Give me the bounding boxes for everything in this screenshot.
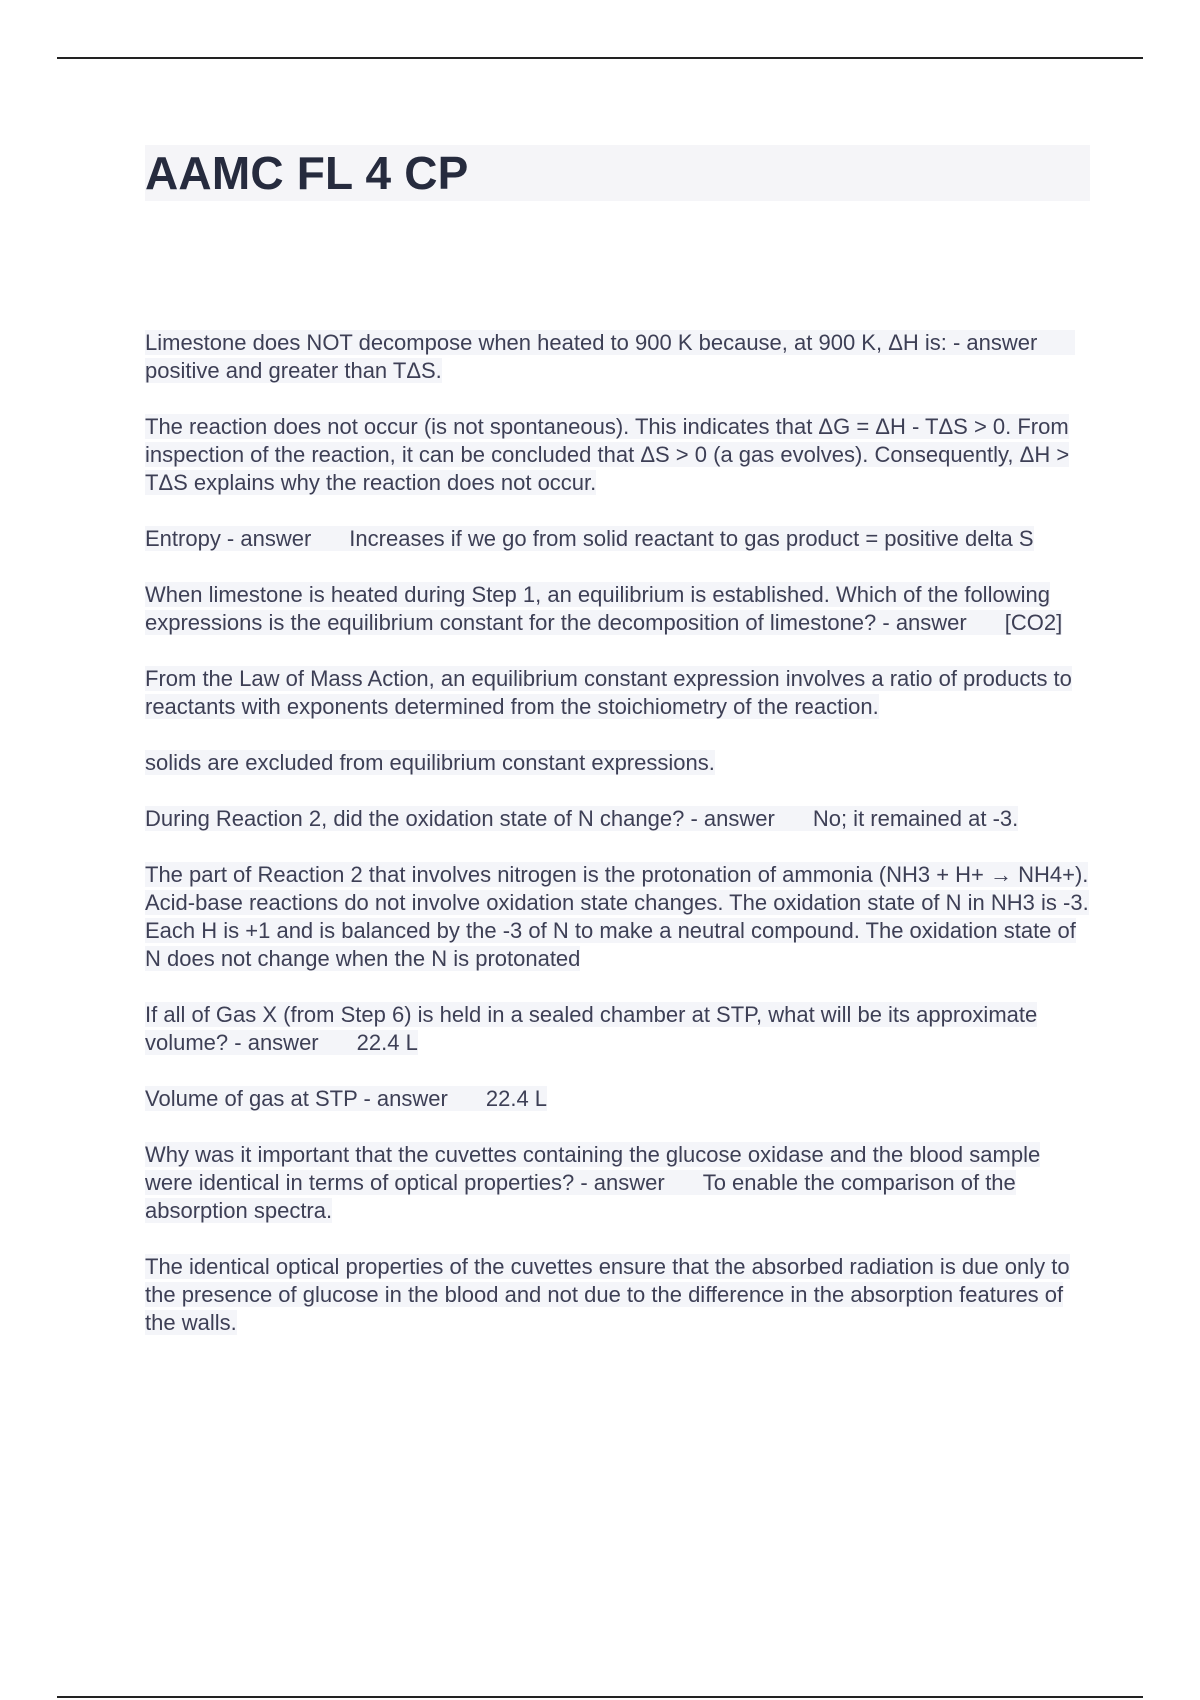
- qa-paragraph: [145, 1085, 1090, 1113]
- explanation-paragraph: [145, 413, 1090, 497]
- question-text: When limestone is heated during Step 1, an equilibrium is established. Which of the following expressions is the equilibrium constant for the decomposition of limestone? - answer: [145, 582, 1050, 635]
- answer-text: Increases if we go from solid reactant to gas product = positive delta S: [349, 526, 1034, 551]
- explanation-paragraph: [145, 749, 1090, 777]
- answer-text: 22.4 L: [356, 1030, 418, 1055]
- answer-text: No; it remained at -3.: [812, 806, 1019, 831]
- title-band: [145, 145, 1090, 201]
- qa-paragraph: [145, 581, 1090, 637]
- bottom-rule: [57, 1696, 1143, 1698]
- qa-paragraph: [145, 1141, 1090, 1225]
- answer-text: 22.4 L: [485, 1086, 548, 1111]
- answer-text: To enable the comparison of the absorption spectra.: [145, 1170, 1016, 1223]
- explanation-text: The identical optical properties of the cuvettes ensure that the absorbed radiation is due only to the presence of glucose in the blood and not due to the difference in the absorption features of the walls.: [145, 1254, 1070, 1335]
- explanation-text: From the Law of Mass Action, an equilibrium constant expression involves a ratio of products to reactants with exponents determined from the stoichiometry of the reaction.: [145, 666, 1072, 719]
- explanation-text: The part of Reaction 2 that involves nitrogen is the protonation of ammonia (NH3 + H+ → NH4+). Acid-base reactions do not involve oxidation state changes. The oxidation state of N in NH3 is -3. Each H is +1 and is balanced by the -3 of N to make a neutral compound. The oxidation state of N does not change when the N is protonated: [145, 862, 1089, 971]
- explanation-text: The reaction does not occur (is not spontaneous). This indicates that ΔG = ΔH - TΔS > 0. From inspection of the reaction, it can be concluded that ΔS > 0 (a gas evolves). Consequently, ΔH > TΔS explains why the reaction does not occur.: [145, 414, 1070, 495]
- document-body: [145, 145, 1090, 1365]
- explanation-paragraph: [145, 1253, 1090, 1337]
- page-title: AAMC FL 4 CP: [145, 147, 469, 199]
- answer-text: [CO2]: [1004, 610, 1063, 635]
- question-text: Limestone does NOT decompose when heated to 900 K because, at 900 K, ΔH is: - answer: [145, 330, 1038, 355]
- qa-paragraph: [145, 329, 1090, 385]
- question-text: Entropy - answer: [145, 526, 312, 551]
- question-text: Why was it important that the cuvettes containing the glucose oxidase and the blood sample were identical in terms of optical properties? - answer: [145, 1142, 1041, 1195]
- question-text: During Reaction 2, did the oxidation state of N change? - answer: [145, 806, 775, 831]
- question-text: Volume of gas at STP - answer: [145, 1086, 448, 1111]
- qa-paragraph: [145, 805, 1090, 833]
- explanation-text: solids are excluded from equilibrium constant expressions.: [145, 750, 715, 775]
- qa-paragraph: [145, 1001, 1090, 1057]
- qa-paragraph: [145, 525, 1090, 553]
- top-rule: [57, 57, 1143, 59]
- explanation-paragraph: [145, 861, 1090, 973]
- answer-text: positive and greater than TΔS.: [145, 358, 442, 383]
- explanation-paragraph: [145, 665, 1090, 721]
- question-text: If all of Gas X (from Step 6) is held in a sealed chamber at STP, what will be its approximate volume? - answer: [145, 1002, 1038, 1055]
